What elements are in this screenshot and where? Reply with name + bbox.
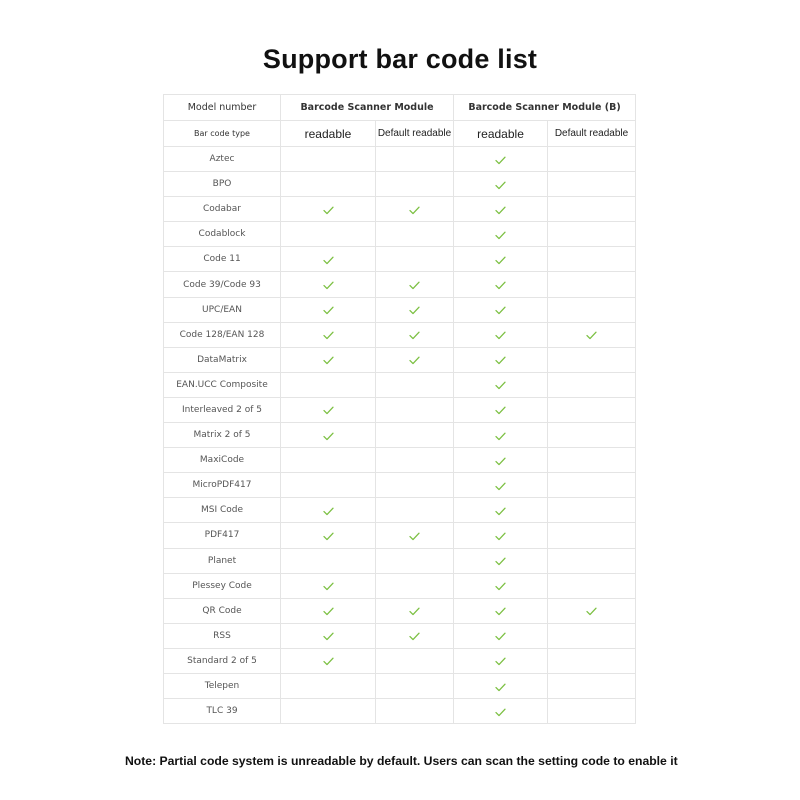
table-row: [164, 673, 636, 698]
module-b-readable-cell: [454, 548, 548, 573]
module-a-readable-cell: [281, 347, 376, 372]
checkmark-icon: [323, 632, 334, 641]
module-a-readable-cell: [281, 473, 376, 498]
table-body: [164, 147, 636, 724]
table-row: [164, 147, 636, 172]
module-a-default-readable-cell: [376, 423, 454, 448]
checkmark-icon: [495, 281, 506, 290]
module-b-readable-cell: [454, 397, 548, 422]
module-a-readable-header: readable: [281, 121, 376, 147]
module-a-default-readable-cell: [376, 272, 454, 297]
checkmark-icon: [323, 582, 334, 591]
checkmark-icon: [409, 607, 420, 616]
bar-code-type-cell: Standard 2 of 5: [164, 648, 281, 673]
checkmark-icon: [495, 557, 506, 566]
checkmark-icon: [495, 582, 506, 591]
module-b-default-readable-cell: [548, 297, 636, 322]
checkmark-icon: [495, 482, 506, 491]
table-row: [164, 699, 636, 724]
module-a-default-readable-cell: [376, 322, 454, 347]
module-a-readable-cell: [281, 448, 376, 473]
module-b-readable-cell: [454, 598, 548, 623]
table-row: [164, 548, 636, 573]
module-a-default-readable-cell: [376, 372, 454, 397]
checkmark-icon: [323, 406, 334, 415]
table-row: [164, 623, 636, 648]
checkmark-icon: [495, 507, 506, 516]
module-b-default-readable-cell: [548, 322, 636, 347]
module-b-default-readable-cell: [548, 623, 636, 648]
module-b-readable-cell: [454, 197, 548, 222]
module-a-readable-cell: [281, 423, 376, 448]
header-row-capabilities: [164, 121, 636, 147]
footer-note: Note: Partial code system is unreadable by default. Users can scan the setting code to enable it: [125, 754, 678, 768]
checkmark-icon: [495, 432, 506, 441]
checkmark-icon: [409, 356, 420, 365]
module-b-readable-cell: [454, 172, 548, 197]
module-a-readable-cell: [281, 623, 376, 648]
page-title: Support bar code list: [262, 44, 538, 74]
module-b-default-readable-cell: [548, 523, 636, 548]
checkmark-icon: [495, 607, 506, 616]
checkmark-icon: [495, 181, 506, 190]
module-b-readable-cell: [454, 322, 548, 347]
bar-code-type-header: Bar code type: [164, 121, 281, 147]
module-b-default-readable-cell: [548, 648, 636, 673]
barcode-support-table-container: [163, 94, 635, 724]
module-a-default-readable-cell: [376, 548, 454, 573]
table-row: [164, 172, 636, 197]
module-b-readable-cell: [454, 297, 548, 322]
module-a-default-readable-cell: [376, 347, 454, 372]
module-a-default-readable-cell: [376, 147, 454, 172]
module-b-readable-cell: [454, 673, 548, 698]
module-b-default-readable-cell: [548, 197, 636, 222]
module-a-readable-cell: [281, 172, 376, 197]
module-a-default-readable-cell: [376, 523, 454, 548]
checkmark-icon: [495, 256, 506, 265]
module-a-default-readable-cell: [376, 247, 454, 272]
checkmark-icon: [323, 256, 334, 265]
module-a-default-readable-cell: [376, 397, 454, 422]
module-b-default-readable-cell: [548, 372, 636, 397]
checkmark-icon: [323, 607, 334, 616]
module-a-readable-cell: [281, 272, 376, 297]
checkmark-icon: [409, 306, 420, 315]
module-b-readable-cell: [454, 523, 548, 548]
checkmark-icon: [495, 156, 506, 165]
table-row: [164, 322, 636, 347]
module-b-header: Barcode Scanner Module (B): [454, 95, 636, 121]
module-b-default-readable-cell: [548, 272, 636, 297]
table-row: [164, 573, 636, 598]
bar-code-type-cell: BPO: [164, 172, 281, 197]
checkmark-icon: [586, 331, 597, 340]
checkmark-icon: [323, 532, 334, 541]
bar-code-type-cell: Matrix 2 of 5: [164, 423, 281, 448]
checkmark-icon: [323, 306, 334, 315]
table-row: [164, 222, 636, 247]
module-b-default-readable-cell: [548, 548, 636, 573]
module-a-default-readable-cell: [376, 699, 454, 724]
module-b-readable-cell: [454, 448, 548, 473]
bar-code-type-cell: DataMatrix: [164, 347, 281, 372]
module-a-default-readable-cell: [376, 573, 454, 598]
checkmark-icon: [323, 331, 334, 340]
checkmark-icon: [495, 331, 506, 340]
bar-code-type-cell: Codablock: [164, 222, 281, 247]
module-b-default-readable-header: Default readable: [548, 121, 636, 147]
module-b-default-readable-cell: [548, 598, 636, 623]
module-a-readable-cell: [281, 598, 376, 623]
module-a-readable-cell: [281, 297, 376, 322]
checkmark-icon: [495, 632, 506, 641]
module-b-default-readable-cell: [548, 347, 636, 372]
module-b-default-readable-cell: [548, 222, 636, 247]
module-b-readable-cell: [454, 498, 548, 523]
module-a-default-readable-cell: [376, 498, 454, 523]
bar-code-type-cell: RSS: [164, 623, 281, 648]
module-b-readable-cell: [454, 147, 548, 172]
checkmark-icon: [409, 206, 420, 215]
module-b-readable-cell: [454, 272, 548, 297]
checkmark-icon: [495, 381, 506, 390]
module-b-readable-cell: [454, 247, 548, 272]
checkmark-icon: [495, 657, 506, 666]
module-a-readable-cell: [281, 548, 376, 573]
module-a-default-readable-cell: [376, 297, 454, 322]
checkmark-icon: [409, 532, 420, 541]
module-b-readable-cell: [454, 423, 548, 448]
module-b-readable-cell: [454, 648, 548, 673]
module-a-default-readable-header: Default readable: [376, 121, 454, 147]
module-b-default-readable-cell: [548, 473, 636, 498]
table-row: [164, 272, 636, 297]
bar-code-type-cell: TLC 39: [164, 699, 281, 724]
module-a-readable-cell: [281, 197, 376, 222]
checkmark-icon: [495, 683, 506, 692]
table-row: [164, 347, 636, 372]
table-row: [164, 197, 636, 222]
table-row: [164, 473, 636, 498]
module-b-default-readable-cell: [548, 397, 636, 422]
module-b-readable-cell: [454, 347, 548, 372]
table-row: [164, 498, 636, 523]
module-a-readable-cell: [281, 699, 376, 724]
bar-code-type-cell: Telepen: [164, 673, 281, 698]
module-b-readable-cell: [454, 222, 548, 247]
module-b-readable-cell: [454, 473, 548, 498]
checkmark-icon: [495, 708, 506, 717]
checkmark-icon: [495, 231, 506, 240]
checkmark-icon: [323, 356, 334, 365]
checkmark-icon: [323, 657, 334, 666]
barcode-support-table: [163, 94, 636, 724]
module-a-default-readable-cell: [376, 172, 454, 197]
module-b-default-readable-cell: [548, 423, 636, 448]
table-row: [164, 448, 636, 473]
bar-code-type-cell: MSI Code: [164, 498, 281, 523]
module-a-readable-cell: [281, 573, 376, 598]
checkmark-icon: [495, 206, 506, 215]
checkmark-icon: [323, 206, 334, 215]
bar-code-type-cell: Code 11: [164, 247, 281, 272]
checkmark-icon: [495, 406, 506, 415]
bar-code-type-cell: Plessey Code: [164, 573, 281, 598]
module-b-readable-cell: [454, 372, 548, 397]
checkmark-icon: [495, 356, 506, 365]
checkmark-icon: [495, 532, 506, 541]
model-number-header: Model number: [164, 95, 281, 121]
module-b-default-readable-cell: [548, 573, 636, 598]
checkmark-icon: [323, 507, 334, 516]
bar-code-type-cell: Codabar: [164, 197, 281, 222]
module-b-readable-cell: [454, 699, 548, 724]
module-a-readable-cell: [281, 648, 376, 673]
module-a-default-readable-cell: [376, 197, 454, 222]
module-a-readable-cell: [281, 498, 376, 523]
module-a-readable-cell: [281, 673, 376, 698]
module-a-readable-cell: [281, 222, 376, 247]
bar-code-type-cell: Code 128/EAN 128: [164, 322, 281, 347]
table-row: [164, 297, 636, 322]
bar-code-type-cell: Aztec: [164, 147, 281, 172]
checkmark-icon: [323, 281, 334, 290]
table-row: [164, 523, 636, 548]
bar-code-type-cell: EAN.UCC Composite: [164, 372, 281, 397]
module-a-default-readable-cell: [376, 598, 454, 623]
bar-code-type-cell: MicroPDF417: [164, 473, 281, 498]
checkmark-icon: [495, 306, 506, 315]
bar-code-type-cell: Code 39/Code 93: [164, 272, 281, 297]
checkmark-icon: [409, 632, 420, 641]
module-a-default-readable-cell: [376, 648, 454, 673]
module-b-default-readable-cell: [548, 172, 636, 197]
module-b-readable-header: readable: [454, 121, 548, 147]
module-a-readable-cell: [281, 372, 376, 397]
module-b-default-readable-cell: [548, 147, 636, 172]
module-a-default-readable-cell: [376, 623, 454, 648]
bar-code-type-cell: Interleaved 2 of 5: [164, 397, 281, 422]
checkmark-icon: [323, 432, 334, 441]
checkmark-icon: [495, 457, 506, 466]
bar-code-type-cell: MaxiCode: [164, 448, 281, 473]
module-a-readable-cell: [281, 322, 376, 347]
module-a-default-readable-cell: [376, 222, 454, 247]
module-a-readable-cell: [281, 523, 376, 548]
bar-code-type-cell: PDF417: [164, 523, 281, 548]
checkmark-icon: [409, 281, 420, 290]
module-a-default-readable-cell: [376, 473, 454, 498]
module-a-readable-cell: [281, 147, 376, 172]
module-b-default-readable-cell: [548, 448, 636, 473]
module-b-readable-cell: [454, 573, 548, 598]
bar-code-type-cell: QR Code: [164, 598, 281, 623]
module-b-readable-cell: [454, 623, 548, 648]
module-b-default-readable-cell: [548, 673, 636, 698]
checkmark-icon: [586, 607, 597, 616]
bar-code-type-cell: UPC/EAN: [164, 297, 281, 322]
header-row-models: [164, 95, 636, 121]
table-row: [164, 423, 636, 448]
bar-code-type-cell: Planet: [164, 548, 281, 573]
module-a-header: Barcode Scanner Module: [281, 95, 454, 121]
module-a-readable-cell: [281, 247, 376, 272]
table-row: [164, 372, 636, 397]
module-b-default-readable-cell: [548, 498, 636, 523]
table-row: [164, 648, 636, 673]
module-a-readable-cell: [281, 397, 376, 422]
checkmark-icon: [409, 331, 420, 340]
table-row: [164, 397, 636, 422]
module-b-default-readable-cell: [548, 699, 636, 724]
table-row: [164, 247, 636, 272]
module-a-default-readable-cell: [376, 673, 454, 698]
module-a-default-readable-cell: [376, 448, 454, 473]
table-row: [164, 598, 636, 623]
module-b-default-readable-cell: [548, 247, 636, 272]
